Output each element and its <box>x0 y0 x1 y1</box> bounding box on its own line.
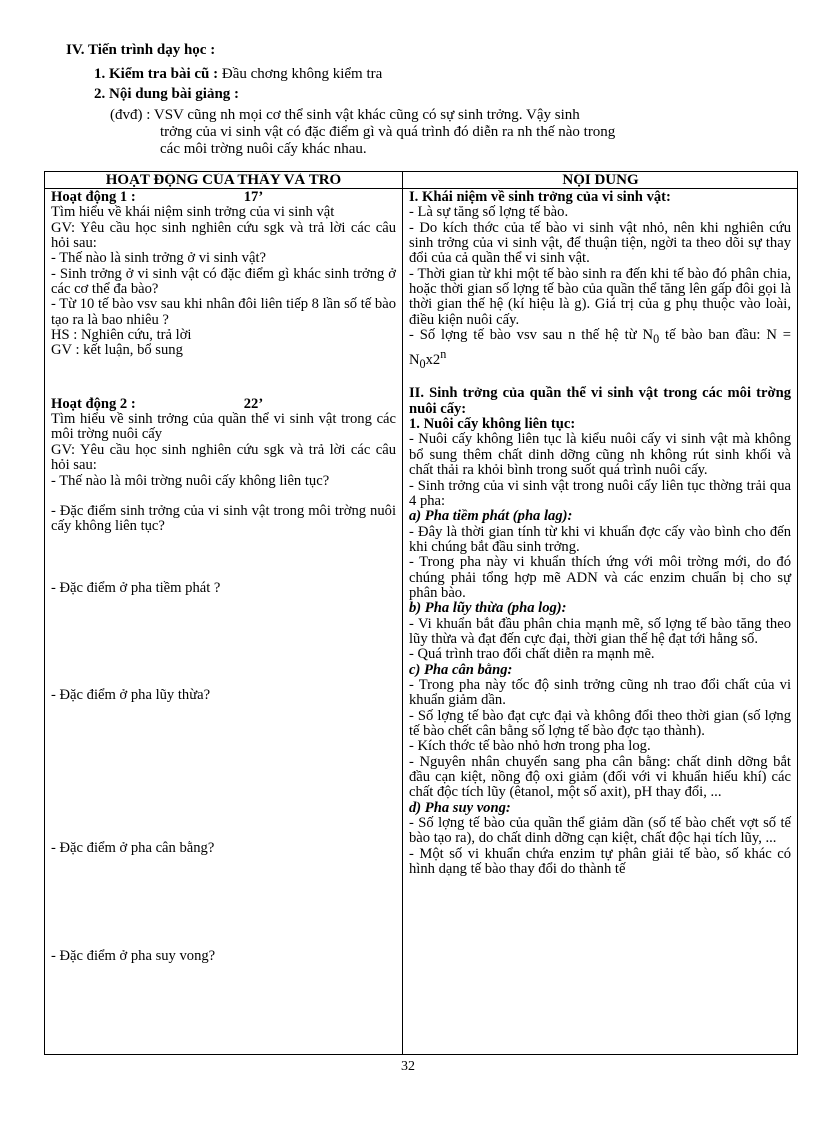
activities-column <box>51 190 396 964</box>
column-divider <box>402 172 403 1054</box>
phase-d-title: d) Pha suy vong: <box>409 799 511 816</box>
phase-d-line: - Một số vi khuẩn chứa enzim tự phân giải tế bào, số khác có hình dạng tế bào thay đổi do thành tế <box>409 845 791 878</box>
phase-c-title: c) Pha cân bằng: <box>409 661 513 678</box>
intro-line: các môi trờng nuôi cấy khác nhau. <box>160 141 367 157</box>
activity-2-time: 22’ <box>243 395 264 412</box>
section-1-formula <box>409 328 791 372</box>
phase-c-line: - Kích thớc tế bào nhỏ hơn trong pha log. <box>409 738 651 755</box>
formula-sub: 0 <box>419 357 426 372</box>
activity-1-title: Hoạt động 1 : <box>51 189 136 205</box>
activity-1-line: - Từ 10 tế bào vsv sau khi nhân đôi liên tiếp 8 lần số tế bào tạo ra là bao nhiêu ? <box>51 296 396 328</box>
phase-a-title: a) Pha tiềm phát (pha lag): <box>409 508 573 525</box>
intro-line: trởng của vi sinh vật có đặc điểm gì và quá trình đó diễn ra nh thế nào trong <box>160 124 616 140</box>
activity-1-line: Tìm hiểu về khái niệm sinh trởng của vi sinh vật <box>51 204 335 221</box>
item1-value: Đầu chơng không kiểm tra <box>221 66 383 82</box>
phase-b-title: b) Pha lũy thừa (pha log): <box>409 600 567 617</box>
content-column <box>409 190 791 877</box>
question-growth: - Đặc điểm sinh trởng của vi sinh vật trong môi trờng nuôi cấy không liên tục? <box>51 502 396 535</box>
phase-b-line: - Vi khuẩn bắt đầu phân chia mạnh mẽ, số lợng tế bào tăng theo lũy thừa và đạt đến cực đại, thời gian thế hệ đạt tới hằng số. <box>409 615 791 647</box>
activity-1-line: GV: Yêu cầu học sinh nghiên cứu sgk và trả lời các câu hỏi sau: <box>51 219 396 252</box>
formula-sup: n <box>440 347 447 362</box>
question-death-phase: - Đặc điểm ở pha suy vong? <box>51 947 216 964</box>
activity-1-time: 17’ <box>243 189 264 205</box>
col2-header: NỘI DUNG <box>562 173 639 187</box>
section-1-line: - Do kích thớc của tế bào vi sinh vật nhỏ, nên khi nghiên cứu sinh trởng của vi sinh vật, để thuận tiện, ngời ta theo dõi sự thay đổi của cả quần thể vi sinh vật. <box>409 219 791 267</box>
activity-1-line: HS : Nghiên cứu, trả lời <box>51 327 192 344</box>
phase-c-line: - Trong pha này tốc độ sinh trởng cũng nh trao đổi chất của vi khuẩn giảm dần. <box>409 676 791 709</box>
phase-b-line: - Quá trình trao đổi chất diễn ra mạnh mẽ. <box>409 646 655 663</box>
col1-header: HOẠT ĐỘNG CỦA THẦY VÀ TRÒ <box>105 173 342 187</box>
section-2-title: II. Sinh trởng của quần thể vi sinh vật trong các môi trờng nuôi cấy: <box>409 385 791 417</box>
activity-2-title: Hoạt động 2 : <box>51 395 136 412</box>
activity-1-line: - Sinh trởng ở vi sinh vật có đặc điểm gì khác sinh trởng ở các cơ thể đa bào? <box>51 265 396 298</box>
activity-2-line: - Thế nào là môi trờng nuôi cấy không liên tục? <box>51 472 330 489</box>
item1-label: 1. Kiểm tra bài cũ : <box>94 66 219 82</box>
activity-1-line: GV : kết luận, bổ sung <box>51 342 183 359</box>
formula-text: x2 <box>425 352 441 369</box>
phase-c-line: - Nguyên nhân chuyển sang pha cân bằng: chất dinh dỡng bắt đầu cạn kiệt, nồng độ oxi giảm (đối với vi khuẩn hiếu khí) các chất độc tích lũy (êtanol, một số axit), pH thay đổi, ... <box>409 753 791 801</box>
activity-1-heading <box>51 190 396 205</box>
section-heading: IV. Tiến trình dạy học : <box>66 42 216 58</box>
activity-2-heading <box>51 397 396 412</box>
lesson-table <box>44 171 798 1055</box>
phase-d-line: - Số lợng tế bào của quần thể giảm dần (số tế bào chết vợt số tế bào tạo ra), do chất dinh dỡng cạn kiệt, chất độc hại tích lũy, ... <box>409 815 791 847</box>
phase-a-line: - Trong pha này vi khuẩn thích ứng với môi trờng mới, do đó chúng phải tổng hợp mẽ ADN và các enzim chuẩn bị cho sự phân bào. <box>409 554 791 601</box>
section-1-title: I. Khái niệm về sinh trởng của vi sinh vật: <box>409 189 671 205</box>
formula-text: - Số lợng tế bào vsv sau n thế hệ từ N <box>409 327 654 344</box>
item-check-old-lesson <box>94 66 382 83</box>
section-2-subtitle: 1. Nuôi cấy không liên tục: <box>409 416 576 433</box>
phase-a-line: - Đây là thời gian tính từ khi vi khuẩn đợc cấy vào bình cho đến khi chúng bắt đầu sinh trởng. <box>409 523 791 555</box>
question-stationary-phase: - Đặc điểm ở pha cân bằng? <box>51 840 215 857</box>
section-2-line: - Nuôi cấy không liên tục là kiểu nuôi cấy vi sinh vật mà không bổ sung thêm chất dinh dỡng cũng nh không rút sinh khối và chất thải ra khỏi bình trong suốt quá trình nuôi cấy. <box>409 431 791 479</box>
question-log-phase: - Đặc điểm ở pha lũy thừa? <box>51 686 211 703</box>
section-2-line: - Sinh trởng của vi sinh vật trong nuôi cấy liên tục thờng trải qua 4 pha: <box>409 477 791 509</box>
activity-2-line: Tìm hiểu về sinh trởng của quần thể vi sinh vật trong các môi trờng nuôi cấy <box>51 411 396 443</box>
section-1-line: - Là sự tăng số lợng tế bào. <box>409 204 569 221</box>
page-number: 32 <box>401 1059 415 1074</box>
question-lag-phase: - Đặc điểm ở pha tiềm phát ? <box>51 579 221 596</box>
phase-c-line: - Số lợng tế bào đạt cực đại và không đổi theo thời gian (số lợng tế bào chết cân bằng số lợng tế bào đợc tạo thành). <box>409 707 791 740</box>
item2-label: 2. Nội dung bài giảng : <box>94 86 240 102</box>
activity-2-line: GV: Yêu cầu học sinh nghiên cứu sgk và trả lời các câu hỏi sau: <box>51 441 396 474</box>
activity-1-line: - Thế nào là sinh trởng ở vi sinh vật? <box>51 250 266 267</box>
intro-line: (đvđ) : VSV cũng nh mọi cơ thể sinh vật khác cũng có sự sinh trởng. Vậy sinh <box>110 107 580 123</box>
section-1-line: - Thời gian từ khi một tế bào sinh ra đến khi tế bào đó phân chia, hoặc thời gian số lợng tế bào của quần thể tăng lên gấp đôi gọi là thời gian thế hệ (kí hiệu là g). Giá trị của g phụ thuộc vào loài, điều kiện nuôi cấy. <box>409 265 791 328</box>
formula-text: tế bào ban đầu: N = N <box>409 327 791 369</box>
formula-sub: 0 <box>653 332 660 346</box>
